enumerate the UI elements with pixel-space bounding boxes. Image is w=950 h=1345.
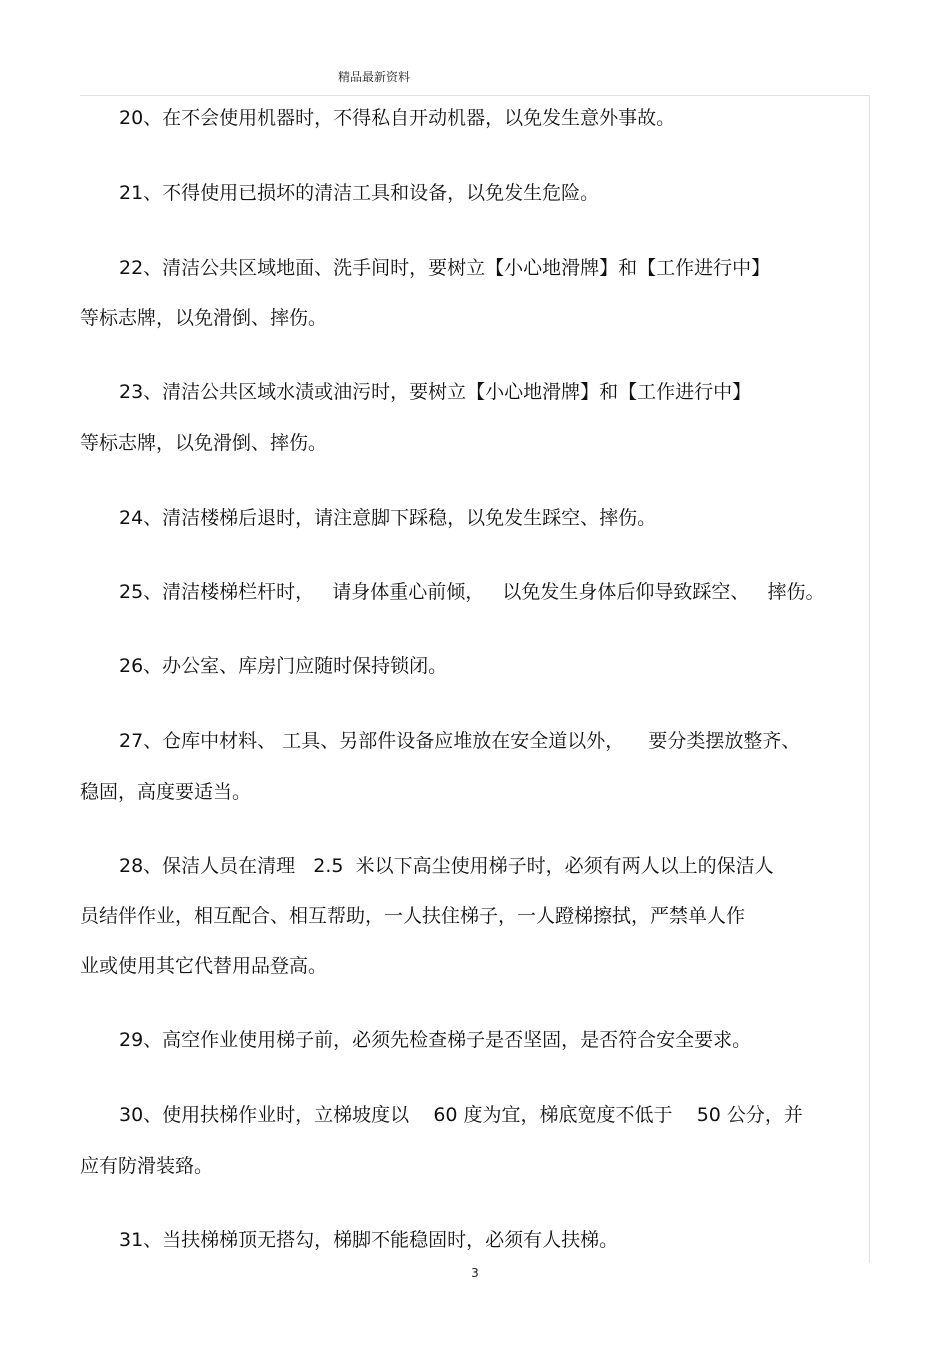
item-20-line-1: 20、在不会使用机器时，不得私自开动机器，以免发生意外事故。 [119,107,676,129]
item-28-line-3: 业或使用其它代替用品登高。 [80,955,328,977]
item-28-line-2: 员结伴作业，相互配合、相互帮助，一人扶住梯子，一人蹬梯擦拭，严禁单人作 [80,905,746,927]
item-27-line-2: 稳固，高度要适当。 [80,781,252,803]
item-22-line-1: 22、清洁公共区域地面、洗手间时，要树立【小心地滑牌】和【工作进行中】 [119,257,771,279]
item-26-line-1: 26、办公室、库房门应随时保持锁闭。 [119,655,448,677]
item-25-line-1: 25、清洁楼梯栏杆时， 请身体重心前倾， 以免发生身体后仰导致踩空、 摔伤。 [119,581,825,603]
item-27-line-1: 27、仓库中材料、 工具、另部件设备应堆放在安全道以外， 要分类摆放整齐、 [119,730,801,752]
page-number: 3 [471,1266,479,1280]
item-21-line-1: 21、不得使用已损坏的清洁工具和设备，以免发生危险。 [119,182,600,204]
item-31-line-1: 31、当扶梯梯顶无搭勾，梯脚不能稳固时，必须有人扶梯。 [119,1229,619,1251]
header-divider [80,95,870,96]
page-header: 精品最新资料 [338,70,411,84]
item-30-line-1: 30、使用扶梯作业时，立梯坡度以 60 度为宜，梯底宽度不低于 50 公分，并 [119,1104,803,1126]
item-23-line-1: 23、清洁公共区域水渍或油污时，要树立【小心地滑牌】和【工作进行中】 [119,381,752,403]
item-24-line-1: 24、清洁楼梯后退时，请注意脚下踩稳，以免发生踩空、摔伤。 [119,507,657,529]
item-22-line-2: 等标志牌，以免滑倒、摔伤。 [80,307,328,329]
item-23-line-2: 等标志牌，以免滑倒、摔伤。 [80,432,328,454]
item-30-line-2: 应有防滑装臵。 [80,1155,214,1177]
margin-divider [869,95,870,1263]
item-28-line-1: 28、保洁人员在清理 2.5 米以下高尘使用梯子时，必须有两人以上的保洁人 [119,855,774,877]
item-29-line-1: 29、高空作业使用梯子前，必须先检查梯子是否坚固，是否符合安全要求。 [119,1029,752,1051]
